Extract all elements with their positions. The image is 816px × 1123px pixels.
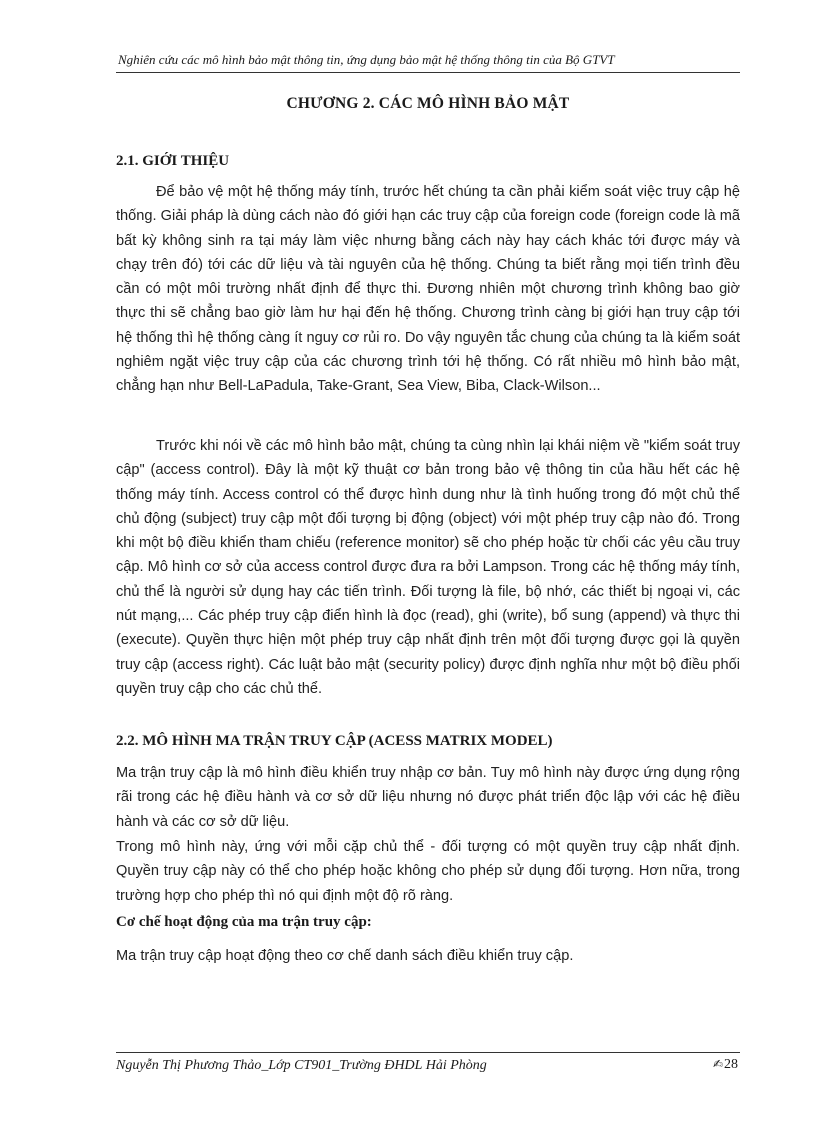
header-divider [116,72,740,73]
running-header: Nghiên cứu các mô hình bảo mật thông tin, ứng dụng bảo mật hệ thống thông tin của Bộ GTVT [118,52,615,67]
paragraph-access-matrix-1: Ma trận truy cập là mô hình điều khiển truy nhập cơ bản. Tuy mô hình này được ứng dụng rộng rãi trong các hệ điều hành và cơ sở dữ liệu nhưng nó được phát triển độc lập với các hệ điều hành và các cơ sở dữ liệu. [116,765,740,830]
page-number [713,1057,738,1073]
section-heading-access-matrix: 2.2. MÔ HÌNH MA TRẬN TRUY CẬP (ACESS MATRIX MODEL) [116,733,553,749]
subheading-mechanism: Cơ chế hoạt động của ma trận truy cập: [116,914,372,930]
paragraph-intro-2: Trước khi nói về các mô hình bảo mật, chúng ta cùng nhìn lại khái niệm về "kiểm soát truy cập" (access control). Đây là một kỹ thuật cơ bản trong bảo vệ thông tin của hầu hết các hệ thống máy tính. Access control có thể được hình dung như là tình huống trong đó một chủ thể chủ động (subject) truy cập một đối tượng bị động (object) với một phép truy cập nào đó. Trong khi một bộ điều khiển tham chiếu (reference monitor) sẽ cho phép hoặc từ chối các yêu cầu truy cập. Mô hình cơ sở của access control được đưa ra bởi Lampson. Trong các hệ thống máy tính, chủ thể là người sử dụng hay các tiến trình. Đối tượng là file, bộ nhớ, các thiết bị ngoại vi, các nút mạng,... Các phép truy cập điển hình là đọc (read), ghi (write), bổ sung (append) và thực thi (execute). Quyền thực hiện một phép truy cập nhất định trên một đối tượng được gọi là quyền truy cập (access right). Các luật bảo mật (security policy) được định nghĩa như một bộ điều phối quyền truy cập cho các chủ thể. [116,438,740,697]
chapter-title: CHƯƠNG 2. CÁC MÔ HÌNH BẢO MẬT [286,95,570,112]
footer-author-line: Nguyễn Thị Phương Thảo_Lớp CT901_Trường ĐHDL Hải Phòng [116,1058,487,1073]
page-number-value: 28 [724,1057,738,1072]
section-heading-intro: 2.1. GIỚI THIỆU [116,153,230,169]
paragraph-access-matrix-2: Trong mô hình này, ứng với mỗi cặp chủ thể - đối tượng có một quyền truy cập nhất định. Quyền truy cập này có thể cho phép hoặc không cho phép sử dụng đối tượng. Hơn nữa, trong trường hợp cho phép thì nó qui định một độ rõ ràng. [116,839,740,904]
footer-divider [116,1052,740,1053]
paragraph-mechanism: Ma trận truy cập hoạt động theo cơ chế danh sách điều khiển truy cập. [116,948,574,964]
writing-hand-icon: ✍ [712,1057,723,1071]
paragraph-intro-1: Để bảo vệ một hệ thống máy tính, trước hết chúng ta cần phải kiểm soát việc truy cập hệ thống. Giải pháp là dùng cách nào đó giới hạn các truy cập của foreign code (foreign code là mã bất kỳ không sinh ra tại máy làm việc nhưng bằng cách này hay cách khác tới được máy và chạy trên đó) tới các dữ liệu và tài nguyên của hệ thống. Chúng ta biết rằng mọi tiến trình đều cần có một môi trường nhất định để thực thi. Đương nhiên một chương trình không bao giờ thực thi sẽ chẳng bao giờ làm hư hại đến hệ thống. Chương trình càng bị giới hạn truy cập tới hệ thống thì hệ thống càng ít nguy cơ rủi ro. Do vậy nguyên tắc chung của chúng ta là kiểm soát nghiêm ngặt việc truy cập của các chương trình tới hệ thống. Có rất nhiều mô hình bảo mật, chẳng hạn như Bell-LaPadula, Take-Grant, Sea View, Biba, Clack-Wilson... [116,184,740,395]
